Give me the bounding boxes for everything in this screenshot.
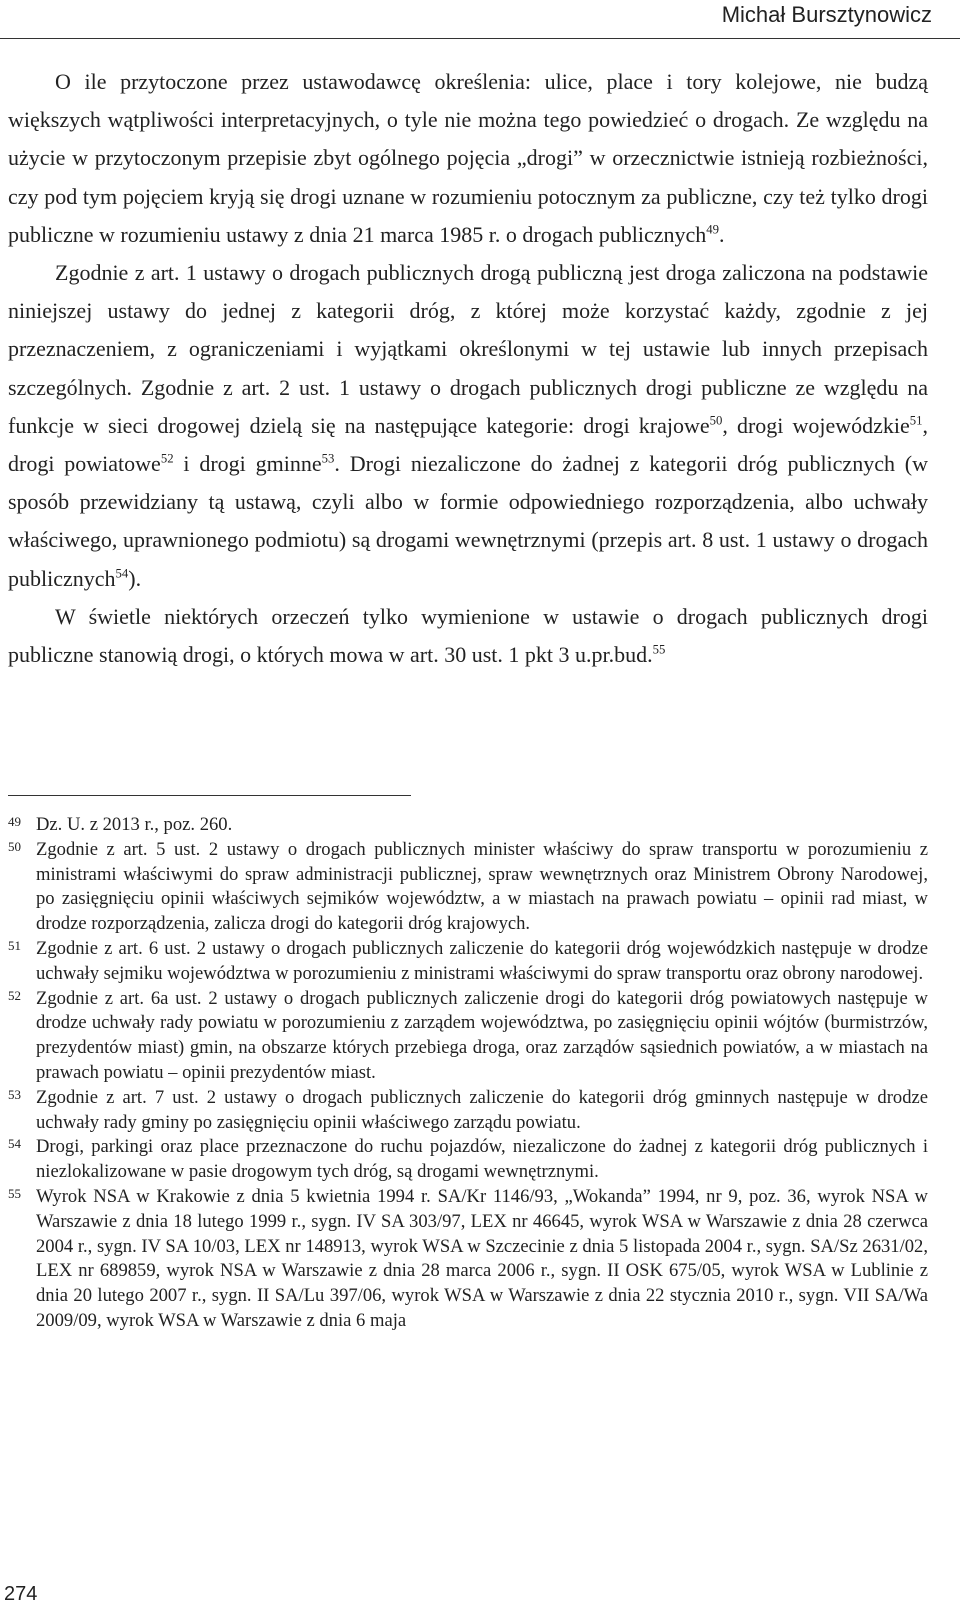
main-text xyxy=(8,63,928,674)
footnotes-section xyxy=(8,813,928,1334)
paragraph-2-text-f: ). xyxy=(128,565,142,591)
footnote-ref-55[interactable]: 55 xyxy=(652,642,666,657)
footnote-separator xyxy=(8,795,411,796)
paragraph-2-text-e: . Drogi niezaliczone do żadnej z kategorii dróg publicznych (w sposób przewidziany tą ustawą, czyli albo w formie odpowiedniego rozporządzenia, albo uchwały właściwego, uprawnionego podmiotu) są drogami wewnętrznymi (przepis art. 8 ust. 1 ustawy o drogach publicznych xyxy=(8,451,929,591)
footnote-ref-50[interactable]: 50 xyxy=(709,413,723,428)
footnote-ref-53[interactable]: 53 xyxy=(321,451,335,466)
footnote-text: Drogi, parkingi oraz place przeznaczone do ruchu pojazdów, niezaliczone do żadnej z kategorii dróg publicznych i niezlokalizowane w pasie drogowym tych dróg, są drogami wewnętrznymi. xyxy=(36,1136,928,1183)
page-number: 274 xyxy=(4,1583,38,1605)
footnote-text: Zgodnie z art. 7 ust. 2 ustawy o drogach publicznych zaliczenie do kategorii dróg gminnych następuje w drodze uchwały rady gminy po zasięgnięciu opinii właściwego zarządu powiatu. xyxy=(36,1086,928,1133)
footnote-number: 50 xyxy=(8,838,21,854)
footnote-50 xyxy=(8,838,928,937)
paragraph-3-text-a: W świetle niektórych orzeczeń tylko wymienione w ustawie o drogach publicznych drogi publiczne stanowią drogi, o których mowa w art. 30 ust. 1 pkt 3 u.pr.bud. xyxy=(8,603,928,668)
footnote-number: 54 xyxy=(8,1136,21,1152)
paragraph-2-text-b: , drogi wojewódzkie xyxy=(722,412,910,438)
footnote-number: 53 xyxy=(8,1086,21,1102)
footnote-number: 49 xyxy=(8,814,21,829)
paragraph-1-text-a: O ile przytoczone przez ustawodawcę określenia: ulice, place i tory kolejowe, nie budzą większych wątpliwości interpretacyjnych, o tyle nie można tego powiedzieć o drogach. Ze względu na użycie w przytoczonym przepisie zbyt ogólnego pojęcia „drogi” w orzecznictwie istnieją rozbieżności, czy pod tym pojęciem kryją się drogi uznane w rozumieniu potocznym za publiczne, czy też tylko drogi publiczne w rozumieniu ustawy z dnia 21 marca 1985 r. o drogach publicznych xyxy=(8,69,928,247)
footnote-number: 55 xyxy=(8,1185,21,1201)
paragraph-3 xyxy=(8,598,928,674)
header-divider xyxy=(0,38,960,39)
footnote-number: 51 xyxy=(8,937,21,953)
footnote-49 xyxy=(8,813,928,838)
footnote-number: 52 xyxy=(8,987,21,1003)
footnote-ref-54[interactable]: 54 xyxy=(115,566,129,581)
running-header-author: Michał Bursztynowicz xyxy=(721,2,932,27)
paragraph-2-text-c: , drogi powiatowe xyxy=(8,412,929,477)
footnote-53 xyxy=(8,1086,928,1136)
footnote-ref-52[interactable]: 52 xyxy=(160,451,174,466)
paragraph-2 xyxy=(8,254,928,598)
paragraph-1-text-b: . xyxy=(719,221,725,247)
footnote-51 xyxy=(8,937,928,987)
paragraph-2-text-d: i drogi gminne xyxy=(173,451,322,477)
footnote-text: Wyrok NSA w Krakowie z dnia 5 kwietnia 1994 r. SA/Kr 1146/93, „Wokanda” 1994, nr 9, poz. 36, wyrok NSA w Warszawie z dnia 18 lutego 1999 r., sygn. IV SA 303/97, LEX nr 46645, wyrok WSA w Warszawie z dnia 28 czerwca 2004 r., sygn. IV SA 10/03, LEX nr 148913, wyrok WSA w Szczecinie z dnia 5 listopada 2004 r., sygn. SA/Sz 2631/02, LEX nr 689859, wyrok NSA w Warszawie z dnia 28 marca 2006 r., sygn. II OSK 675/05, wyrok WSA w Lublinie z dnia 20 lutego 2007 r., sygn. II SA/Lu 397/06, wyrok WSA w Warszawie z dnia 22 stycznia 2010 r., sygn. VII SA/Wa 2009/09, wyrok WSA w Warszawie z dnia 6 maja xyxy=(36,1185,928,1331)
footnote-ref-51[interactable]: 51 xyxy=(909,413,923,428)
footnote-54 xyxy=(8,1135,928,1185)
footnote-55 xyxy=(8,1185,928,1334)
footnote-text: Dz. U. z 2013 r., poz. 260. xyxy=(36,814,233,835)
footnote-text: Zgodnie z art. 5 ust. 2 ustawy o drogach publicznych minister właściwy do spraw transportu w porozumieniu z ministrami właściwymi do spraw administracji publicznej, spraw wewnętrznych oraz Ministrem Obrony Narodowej, po zasięgnięciu opinii właściwych sejmików województw, a w miastach na prawach powiatu – opinii rad miast, w drodze rozporządzenia, zalicza drogi do kategorii dróg krajowych. xyxy=(36,838,928,935)
footnote-ref-49[interactable]: 49 xyxy=(706,222,720,237)
paragraph-1 xyxy=(8,63,928,254)
footnote-text: Zgodnie z art. 6 ust. 2 ustawy o drogach publicznych zaliczenie do kategorii dróg wojewódzkich następuje w drodze uchwały sejmiku województwa w porozumieniu z ministrami właściwymi do spraw transportu oraz obrony narodowej. xyxy=(36,937,928,984)
footnote-52 xyxy=(8,987,928,1086)
paragraph-2-text-a: Zgodnie z art. 1 ustawy o drogach publicznych drogą publiczną jest droga zaliczona na podstawie niniejszej ustawy do jednej z kategorii dróg, z której może korzystać każdy, zgodnie z jej przeznaczeniem, z ograniczeniami i wyjątkami określonymi w tej ustawie lub innych przepisach szczególnych. Zgodnie z art. 2 ust. 1 ustawy o drogach publicznych drogi publiczne ze względu na funkcje w sieci drogowej dzielą się na następujące kategorie: drogi krajowe xyxy=(8,260,928,438)
footnote-text: Zgodnie z art. 6a ust. 2 ustawy o drogach publicznych zaliczenie drogi do kategorii dróg powiatowych następuje w drodze uchwały rady powiatu w porozumieniu z zarządem województwa, po zasięgnięciu opinii wójtów (burmistrzów, prezydentów miast) gmin, na obszarze których przebiega droga, oraz zarządów sąsiednich powiatów, a w miastach na prawach powiatu – opinii prezydentów miast. xyxy=(36,987,928,1083)
